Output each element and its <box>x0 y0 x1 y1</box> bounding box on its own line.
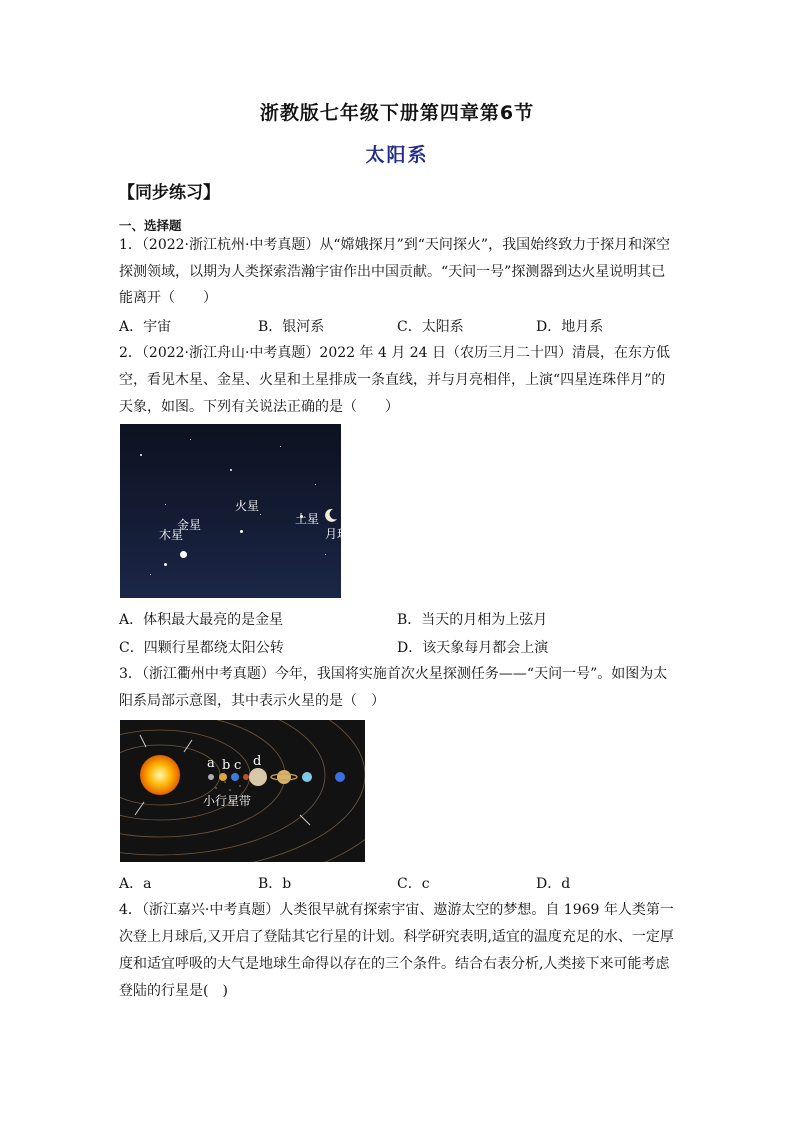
jupiter-dot <box>164 563 167 566</box>
planet-label-d: d <box>253 754 262 769</box>
q3-line-1: 3．（浙江衢州中考真题）今年，我国将实施首次火星探测任务——“天问一号”。如图为太 <box>119 666 668 682</box>
asteroid-belt-label: 小行星带 <box>203 794 252 808</box>
q2-option-c: C．四颗行星都绕太阳公转 <box>119 640 284 656</box>
mars-dot <box>240 530 243 533</box>
planet-label-b: b <box>222 758 231 773</box>
document-title: 浙教版七年级下册第四章第6节 <box>259 102 535 124</box>
planet-label-a: a <box>207 756 215 771</box>
solar-system-figure <box>120 720 365 862</box>
q2-option-a: A．体积最大最亮的是金星 <box>119 612 284 628</box>
part-heading: 一、选择题 <box>119 218 182 233</box>
night-sky-figure <box>120 424 350 598</box>
venus-label: 金星 <box>177 518 202 532</box>
q4-line-2: 次登上月球后,又开启了登陆其它行星的计划。科学研究表明,适宜的温度充足的水、一定厚 <box>119 929 674 945</box>
document-subtitle: 太阳系 <box>365 144 429 166</box>
q2-option-d: D．该天象每月都会上演 <box>397 640 549 656</box>
q2-line-1: 2．（2022·浙江舟山·中考真题）2022 年 4 月 24 日（农历三月二十四）清晨，在东方低 <box>119 345 671 361</box>
crescent-moon-icon <box>324 508 338 522</box>
q3-option-b: B．b <box>258 876 292 892</box>
q4-line-3: 度和适宜呼吸的大气是地球生命得以存在的三个条件。结合右表分析,人类接下来可能考虑 <box>119 956 670 972</box>
saturn-label: 土星 <box>295 512 320 526</box>
q4-line-1: 4．（浙江嘉兴·中考真题）人类很早就有探索宇宙、遨游太空的梦想。自 1969 年人类第一 <box>119 902 674 918</box>
q3-line-2: 阳系局部示意图，其中表示火星的是（ ） <box>119 693 385 709</box>
jupiter-label: 木星 <box>159 528 184 542</box>
q1-option-c: C．太阳系 <box>397 319 464 335</box>
section-heading: 【同步练习】 <box>118 183 220 203</box>
q4-line-4: 登陆的行星是( ) <box>119 983 228 999</box>
q3-option-d: D．d <box>536 876 571 892</box>
q3-option-c: C．c <box>397 876 430 892</box>
venus-dot <box>180 551 187 558</box>
planet-label-c: c <box>234 758 242 773</box>
q3-option-a: A．a <box>119 876 152 892</box>
orbits-illustration <box>120 720 365 862</box>
q2-line-3: 天象，如图。下列有关说法正确的是（ ） <box>119 399 399 415</box>
q1-option-a: A．宇宙 <box>119 319 172 335</box>
mars-label: 火星 <box>235 499 260 513</box>
q1-line-3: 能离开（ ） <box>119 290 217 306</box>
q2-option-b: B．当天的月相为上弦月 <box>397 612 548 628</box>
moon-label: 月球 <box>325 527 350 541</box>
q1-option-b: B．银河系 <box>258 319 325 335</box>
q1-option-d: D．地月系 <box>536 319 604 335</box>
q2-line-2: 空，看见木星、金星、火星和土星排成一条直线，并与月亮相伴，上演“四星连珠伴月”的 <box>119 372 666 388</box>
q1-line-2: 探测领域，以期为人类探索浩瀚宇宙作出中国贡献。“天问一号”探测器到达火星说明其已 <box>119 264 666 280</box>
q1-line-1: 1．（2022·浙江杭州·中考真题）从“嫦娥探月”到“天问探火”，我国始终致力于探月和深空 <box>119 237 671 253</box>
